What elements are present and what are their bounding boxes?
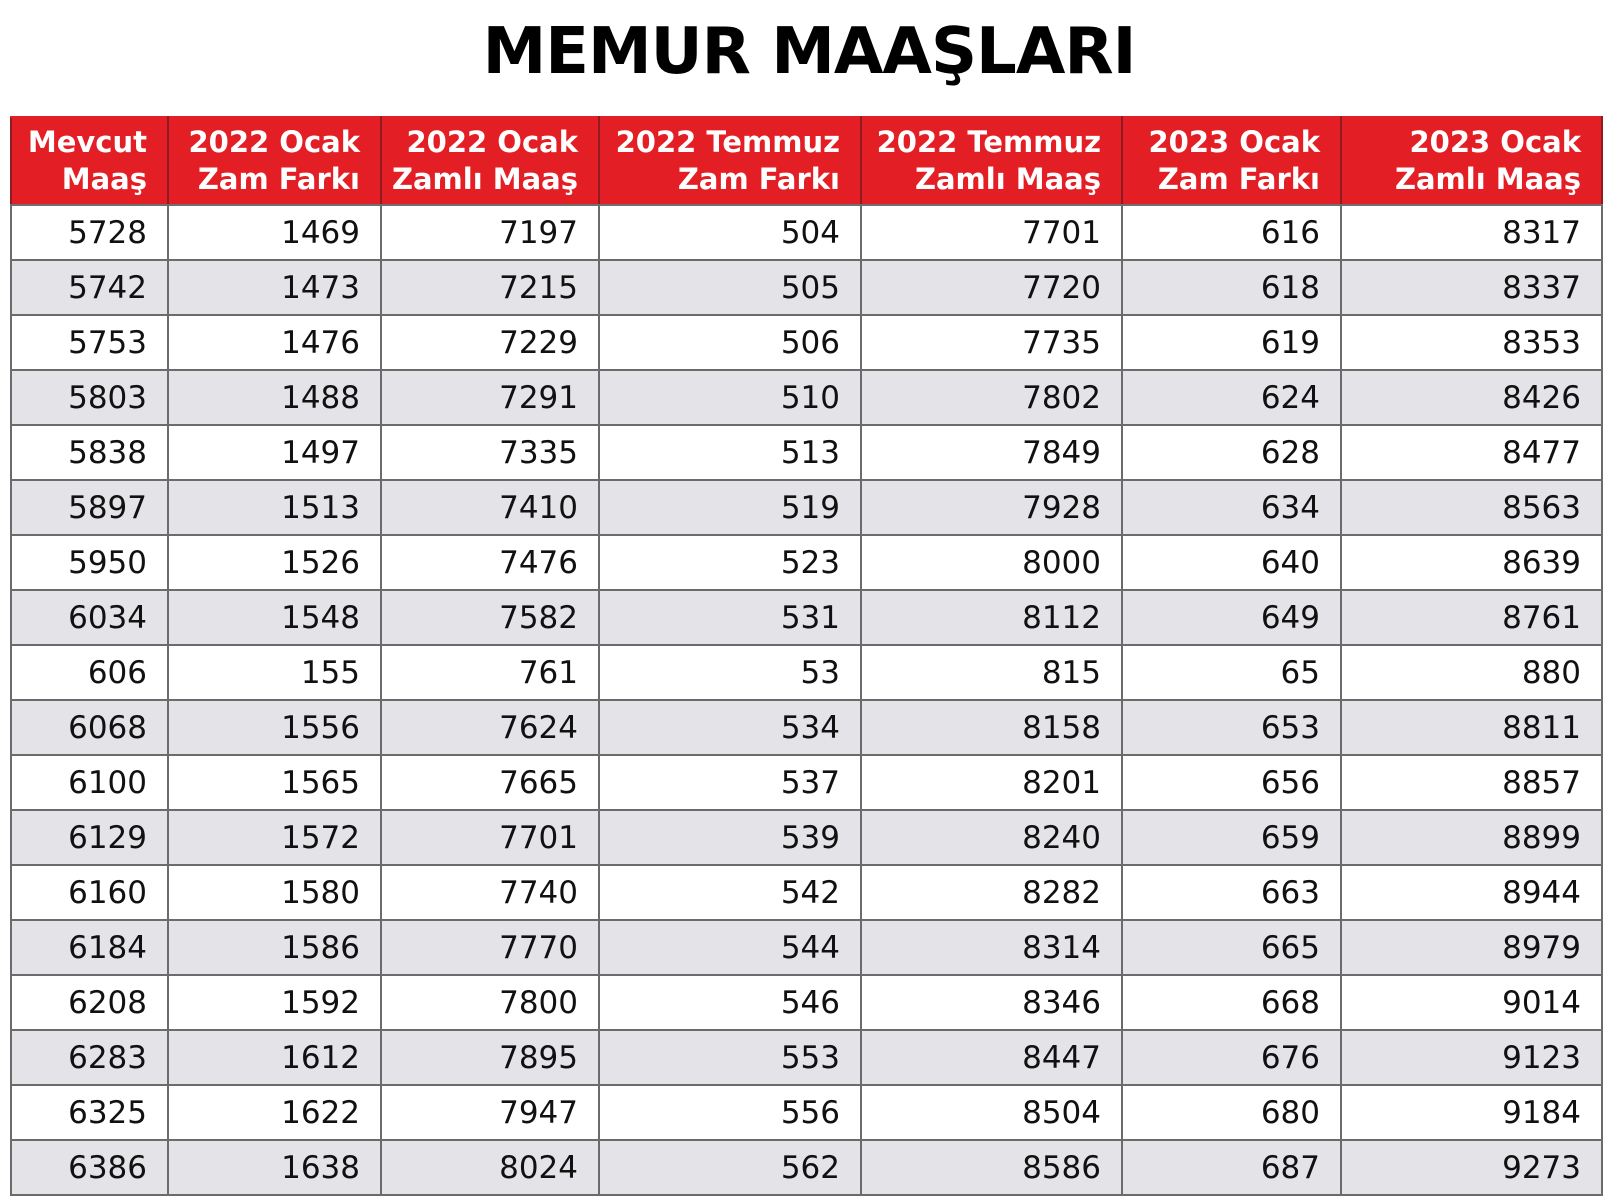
- table-cell: 8201: [861, 755, 1122, 810]
- table-cell: 6325: [11, 1085, 168, 1140]
- page-title: MEMUR MAAŞLARI: [482, 15, 1136, 89]
- table-cell: 1476: [168, 315, 381, 370]
- table-cell: 640: [1122, 535, 1341, 590]
- table-row: [11, 315, 1602, 370]
- table-cell: 5803: [11, 370, 168, 425]
- table-cell: 1497: [168, 425, 381, 480]
- table-cell: 523: [599, 535, 861, 590]
- table-cell: 1622: [168, 1085, 381, 1140]
- table-cell: 8899: [1341, 810, 1602, 865]
- column-header: [1122, 117, 1341, 205]
- table-cell: 676: [1122, 1030, 1341, 1085]
- table-cell: 6283: [11, 1030, 168, 1085]
- table-row: [11, 480, 1602, 535]
- table-cell: 504: [599, 205, 861, 260]
- column-header-line: Maaş: [61, 162, 147, 196]
- table-cell: 1556: [168, 700, 381, 755]
- table-cell: 1526: [168, 535, 381, 590]
- table-cell: 9184: [1341, 1085, 1602, 1140]
- table-cell: 9123: [1341, 1030, 1602, 1085]
- table-cell: 546: [599, 975, 861, 1030]
- table-cell: 8024: [381, 1140, 599, 1195]
- table-cell: 8857: [1341, 755, 1602, 810]
- table-cell: 616: [1122, 205, 1341, 260]
- table-row: [11, 810, 1602, 865]
- table-cell: 1592: [168, 975, 381, 1030]
- table-cell: 8447: [861, 1030, 1122, 1085]
- column-header: [1341, 117, 1602, 205]
- table-cell: 510: [599, 370, 861, 425]
- table-cell: 659: [1122, 810, 1341, 865]
- column-header-line: 2022 Temmuz: [615, 125, 840, 159]
- table-cell: 8240: [861, 810, 1122, 865]
- table-cell: 7849: [861, 425, 1122, 480]
- column-header-line: 2023 Ocak: [1148, 125, 1320, 159]
- table-cell: 531: [599, 590, 861, 645]
- table-cell: 8811: [1341, 700, 1602, 755]
- column-header-line: Zam Farkı: [1157, 162, 1320, 196]
- table-cell: 7291: [381, 370, 599, 425]
- table-cell: 1586: [168, 920, 381, 975]
- column-header-line: 2023 Ocak: [1409, 125, 1581, 159]
- table-cell: 653: [1122, 700, 1341, 755]
- column-header-line: 2022 Temmuz: [876, 125, 1101, 159]
- table-cell: 815: [861, 645, 1122, 700]
- table-cell: 1473: [168, 260, 381, 315]
- table-cell: 539: [599, 810, 861, 865]
- column-header-line: Zam Farkı: [197, 162, 360, 196]
- table-cell: 7665: [381, 755, 599, 810]
- table-cell: 1572: [168, 810, 381, 865]
- table-cell: 680: [1122, 1085, 1341, 1140]
- table-row: [11, 645, 1602, 700]
- table-row: [11, 1030, 1602, 1085]
- table-cell: 8944: [1341, 865, 1602, 920]
- table-cell: 6100: [11, 755, 168, 810]
- table-cell: 7229: [381, 315, 599, 370]
- table-cell: 8426: [1341, 370, 1602, 425]
- table-cell: 687: [1122, 1140, 1341, 1195]
- column-header-line: Zamlı Maaş: [1394, 162, 1581, 196]
- table-cell: 8979: [1341, 920, 1602, 975]
- table-cell: 761: [381, 645, 599, 700]
- table-cell: 7740: [381, 865, 599, 920]
- table-cell: 7701: [861, 205, 1122, 260]
- table-cell: 8346: [861, 975, 1122, 1030]
- table-cell: 7800: [381, 975, 599, 1030]
- table-cell: 1548: [168, 590, 381, 645]
- table-cell: 7582: [381, 590, 599, 645]
- column-header-line: 2022 Ocak: [406, 125, 578, 159]
- table-cell: 1638: [168, 1140, 381, 1195]
- table-cell: 7335: [381, 425, 599, 480]
- table-cell: 519: [599, 480, 861, 535]
- table-cell: 628: [1122, 425, 1341, 480]
- table-cell: 665: [1122, 920, 1341, 975]
- table-cell: 7215: [381, 260, 599, 315]
- table-cell: 9014: [1341, 975, 1602, 1030]
- table-cell: 8314: [861, 920, 1122, 975]
- table-cell: 553: [599, 1030, 861, 1085]
- table-row: [11, 1085, 1602, 1140]
- table-cell: 5728: [11, 205, 168, 260]
- column-header-line: 2022 Ocak: [188, 125, 360, 159]
- table-cell: 668: [1122, 975, 1341, 1030]
- table-cell: 1469: [168, 205, 381, 260]
- table-cell: 7895: [381, 1030, 599, 1085]
- table-cell: 6184: [11, 920, 168, 975]
- table-row: [11, 1140, 1602, 1195]
- table-cell: 1565: [168, 755, 381, 810]
- table-cell: 7770: [381, 920, 599, 975]
- column-header-line: Mevcut: [27, 125, 147, 159]
- table-cell: 7735: [861, 315, 1122, 370]
- table-cell: 624: [1122, 370, 1341, 425]
- table-cell: 534: [599, 700, 861, 755]
- table-cell: 8112: [861, 590, 1122, 645]
- table-header: [11, 117, 1602, 205]
- table-cell: 6129: [11, 810, 168, 865]
- table-cell: 8761: [1341, 590, 1602, 645]
- salary-table: [10, 116, 1603, 1196]
- table-cell: 606: [11, 645, 168, 700]
- table-cell: 7410: [381, 480, 599, 535]
- column-header-line: Zamlı Maaş: [391, 162, 578, 196]
- table-cell: 7624: [381, 700, 599, 755]
- table-cell: 53: [599, 645, 861, 700]
- table-cell: 7928: [861, 480, 1122, 535]
- table-cell: 556: [599, 1085, 861, 1140]
- column-header: [381, 117, 599, 205]
- table-cell: 649: [1122, 590, 1341, 645]
- table-row: [11, 535, 1602, 590]
- table-cell: 8317: [1341, 205, 1602, 260]
- table-cell: 513: [599, 425, 861, 480]
- table-row: [11, 370, 1602, 425]
- table-row: [11, 590, 1602, 645]
- table-cell: 8337: [1341, 260, 1602, 315]
- table-cell: 6208: [11, 975, 168, 1030]
- table-row: [11, 260, 1602, 315]
- table-cell: 562: [599, 1140, 861, 1195]
- table-cell: 7701: [381, 810, 599, 865]
- table-cell: 8353: [1341, 315, 1602, 370]
- table-cell: 505: [599, 260, 861, 315]
- table-body: [11, 205, 1602, 1195]
- table-cell: 663: [1122, 865, 1341, 920]
- table-cell: 1612: [168, 1030, 381, 1085]
- table-cell: 634: [1122, 480, 1341, 535]
- table-cell: 542: [599, 865, 861, 920]
- table-cell: 8586: [861, 1140, 1122, 1195]
- table-cell: 6386: [11, 1140, 168, 1195]
- table-cell: 6068: [11, 700, 168, 755]
- table-cell: 6034: [11, 590, 168, 645]
- table-cell: 618: [1122, 260, 1341, 315]
- table-row: [11, 865, 1602, 920]
- table-row: [11, 755, 1602, 810]
- table-cell: 9273: [1341, 1140, 1602, 1195]
- table-cell: 8504: [861, 1085, 1122, 1140]
- table-row: [11, 425, 1602, 480]
- table-cell: 544: [599, 920, 861, 975]
- table-cell: 506: [599, 315, 861, 370]
- column-header: [599, 117, 861, 205]
- table-cell: 7197: [381, 205, 599, 260]
- table-cell: 8282: [861, 865, 1122, 920]
- table-cell: 65: [1122, 645, 1341, 700]
- table-row: [11, 975, 1602, 1030]
- table-row: [11, 920, 1602, 975]
- table-cell: 537: [599, 755, 861, 810]
- column-header-line: Zamlı Maaş: [914, 162, 1101, 196]
- table-cell: 8563: [1341, 480, 1602, 535]
- column-header: [861, 117, 1122, 205]
- column-header: [168, 117, 381, 205]
- table-cell: 1513: [168, 480, 381, 535]
- table-cell: 7476: [381, 535, 599, 590]
- table-cell: 5950: [11, 535, 168, 590]
- column-header: [11, 117, 168, 205]
- header-row: [11, 117, 1602, 205]
- table-cell: 8639: [1341, 535, 1602, 590]
- table-cell: 155: [168, 645, 381, 700]
- table-cell: 7947: [381, 1085, 599, 1140]
- table-cell: 656: [1122, 755, 1341, 810]
- table-cell: 8000: [861, 535, 1122, 590]
- table-cell: 619: [1122, 315, 1341, 370]
- table-cell: 8477: [1341, 425, 1602, 480]
- table-cell: 1580: [168, 865, 381, 920]
- table-cell: 5897: [11, 480, 168, 535]
- column-header-line: Zam Farkı: [677, 162, 840, 196]
- table-cell: 1488: [168, 370, 381, 425]
- table-cell: 5753: [11, 315, 168, 370]
- table-cell: 6160: [11, 865, 168, 920]
- table-row: [11, 205, 1602, 260]
- table-cell: 5742: [11, 260, 168, 315]
- table-cell: 7802: [861, 370, 1122, 425]
- table-cell: 7720: [861, 260, 1122, 315]
- table-row: [11, 700, 1602, 755]
- table-cell: 8158: [861, 700, 1122, 755]
- table-cell: 880: [1341, 645, 1602, 700]
- table-cell: 5838: [11, 425, 168, 480]
